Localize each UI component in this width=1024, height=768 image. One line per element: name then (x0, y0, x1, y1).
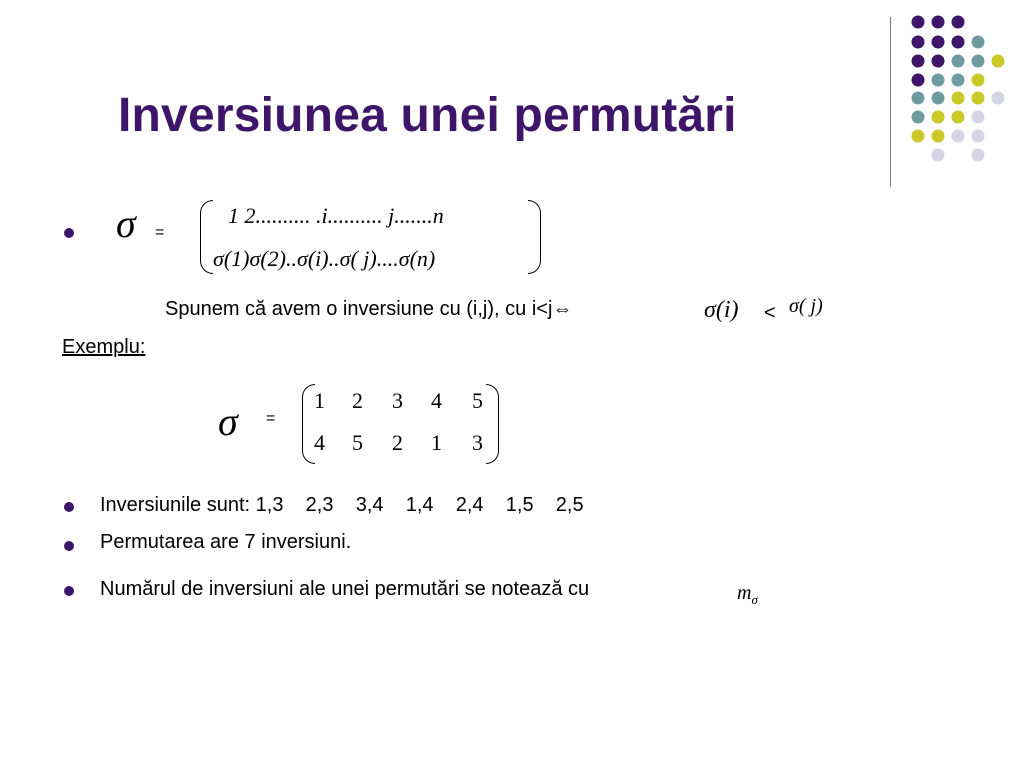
m-base: m (737, 582, 752, 604)
example-cell-top-2: 2 (352, 388, 363, 413)
right-parenthesis (528, 200, 541, 274)
example-cell-bottom-5: 3 (472, 430, 483, 455)
example-cell-bottom-1: 4 (314, 430, 325, 455)
bullet-count (64, 541, 74, 551)
decorative-dot (952, 111, 965, 124)
example-sigma-symbol: σ (218, 399, 238, 444)
example-cell-bottom-4: 1 (431, 430, 442, 455)
example-cell-bottom-3: 2 (392, 430, 403, 455)
example-right-parenthesis (486, 384, 499, 464)
decorative-dot (932, 55, 945, 68)
decorative-dot (932, 16, 945, 29)
inversion-condition-text: Spunem că avem o inversiune cu (i,j), cu i<j⇔ (165, 298, 573, 320)
equals-sign: = (155, 224, 165, 241)
sigma-symbol: σ (116, 201, 136, 246)
decorative-vertical-line (890, 17, 891, 187)
decorative-dot (912, 130, 925, 143)
sigma-j: σ( j) (789, 295, 823, 317)
less-than-sign: < (764, 302, 776, 324)
decorative-dot (932, 149, 945, 162)
slide-title: Inversiunea unei permutări (118, 89, 737, 142)
decorative-dot (972, 55, 985, 68)
decorative-dot (952, 92, 965, 105)
bullet-definition (64, 228, 74, 238)
example-cell-top-3: 3 (392, 388, 403, 413)
decorative-dot (932, 111, 945, 124)
example-cell-top-1: 1 (314, 388, 325, 413)
bullet-notation (64, 586, 74, 596)
decorative-dot (912, 16, 925, 29)
decorative-dot (972, 74, 985, 87)
decorative-dot (932, 36, 945, 49)
m-sigma-notation (737, 582, 758, 608)
decorative-dot (952, 16, 965, 29)
inversions-list: Inversiunile sunt: 1,3 2,3 3,4 1,4 2,4 1,5 2,5 (100, 494, 584, 516)
definition-row-top: 1 2.......... .i.......... j.......n (228, 203, 444, 228)
decorative-dot (972, 111, 985, 124)
inversion-count-text: Permutarea are 7 inversiuni. (100, 531, 352, 553)
decorative-dot (992, 92, 1005, 105)
sigma-i: σ(i) (704, 297, 739, 323)
example-cell-top-4: 4 (431, 388, 442, 413)
example-cell-bottom-2: 5 (352, 430, 363, 455)
left-parenthesis (200, 200, 213, 274)
example-label: Exemplu: (62, 336, 146, 358)
example-equals-sign: = (266, 410, 276, 427)
decorative-dot (972, 36, 985, 49)
bullet-inversions (64, 502, 74, 512)
decorative-dot (932, 92, 945, 105)
decorative-dot (912, 55, 925, 68)
decorative-dot (912, 111, 925, 124)
decorative-dot (952, 55, 965, 68)
decorative-dot (912, 36, 925, 49)
decorative-dot (932, 130, 945, 143)
decorative-dot (952, 130, 965, 143)
decorative-dot (972, 92, 985, 105)
decorative-dot (912, 92, 925, 105)
decorative-dot (972, 130, 985, 143)
notation-text: Numărul de inversiuni ale unei permutări se notează cu (100, 578, 590, 600)
decorative-dot (932, 74, 945, 87)
decorative-dot (952, 36, 965, 49)
decorative-dot (912, 74, 925, 87)
decorative-dot (992, 55, 1005, 68)
decorative-dot (952, 74, 965, 87)
sigma-subscript: σ (751, 592, 758, 607)
example-cell-top-5: 5 (472, 388, 483, 413)
definition-row-bottom: σ(1)σ(2)..σ(i)..σ( j)....σ(n) (213, 246, 436, 271)
decorative-dot (972, 149, 985, 162)
